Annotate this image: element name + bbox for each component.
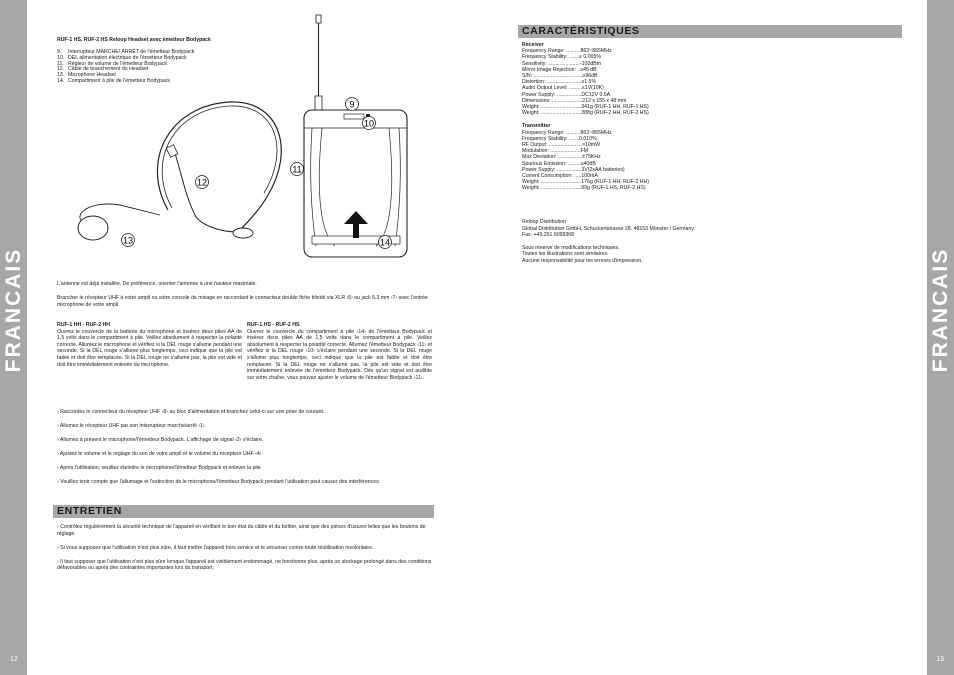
callout-11 — [291, 163, 304, 176]
list-item: › Raccordez le connecteur du récepteur UHF ‹8› au bloc d'alimentation et branchez celui-ci sur une prise de courant. — [57, 409, 325, 415]
spec-row: Weight: ............................388g (RUF-2 HH, RUF-2 HS) — [522, 110, 649, 117]
headset-cable — [174, 150, 238, 232]
right-sidebar — [927, 0, 954, 675]
column-headset-text: Ouvrez le couvercle du compartiment à pile ‹14› de l'émetteur Bodypack et insérez deux piles AA de 1,5 volts dans le compartiment à pile. Veillez absolument à respecter la polarité correcte. Allumez l'émetteur Bodypack ‹11› et vérifiez si la DEL rouge ‹10› s'éclaire pendant une seconde. Si la DEL rouge s'allume plus longtemps, ceci indique que la pile est faible et doit être remplacée. Si la DEL rouge ne s'allume pas, la pile est vide et doit être immédiatement enlevée de l'émetteur Bodypack. Dès qu'un signal est audible sur votre chaîne, vous pouvez ajuster le volume de l'émetteur Bodypack ‹11›. — [247, 328, 432, 381]
legend-item: 9. Interrupteur MARCHE/ ARRÊT de l'émetteur Bodypack — [57, 49, 195, 55]
headset-bodypack-illustration — [60, 10, 420, 260]
callout-12 — [196, 176, 209, 189]
spec-row: S/N: ..................................≥96dB — [522, 73, 598, 80]
bodypack-antenna — [316, 15, 321, 23]
spec-row: Sensitivity: ......................-100dBm — [522, 60, 601, 67]
list-item: › Il faut supposer que l'utilisation n'est plus sûre lorsque l'appareil est visiblement endommagé, ne fonctionne plus, après un stockage prolongé dans des conditions défavorables ou après des contraintes importantes lors du transport. — [57, 558, 432, 571]
spec-row: Frequency Stability: .......0,010% — [522, 135, 597, 142]
legend-item: 11. Régleur de volume de l'émetteur Bodypack — [57, 60, 168, 67]
spec-row: Frequency Range: ..........863~865MHz — [522, 48, 612, 55]
list-item: › Si vous supposez que l'utilisation n'est plus sûre, il faut mettre l'appareil hors service et le sécuriser contre toute réutilisation involontaire. — [57, 544, 374, 551]
spec-row: Audio Output Level: .........≤1V(10K) — [522, 85, 604, 92]
column-handheld-heading: RUF-1 HH - RUF-2 HH — [57, 322, 111, 328]
distribution-block — [522, 219, 694, 265]
microphone-headset — [78, 216, 108, 240]
spec-row: Power Supply: .................DC12V 0.5A — [522, 91, 611, 98]
legend-item: 10. DEL alimentation électrique de l'émetteur Bodypack — [57, 54, 187, 61]
specs-block — [522, 42, 782, 192]
spec-row: Distortion: ........................≤1.5% — [522, 79, 597, 86]
column-headset — [247, 322, 432, 381]
side-title-left: FRANCAIS — [1, 247, 25, 373]
spec-row: Dimensions: .....................212 x 155 x 48 mm — [522, 97, 627, 104]
disclaimer-line: Sous réserve de modifications techniques. — [522, 244, 620, 251]
callout-9 — [346, 98, 359, 111]
spec-row: Frequency Stability: .......≤ 0.005% — [522, 54, 601, 61]
list-item: › Après l'utilisation, veuillez éteindre le microphone/l'émetteur Bodypack et enlever la pile. — [57, 465, 262, 471]
distributor-fax: Fax: +49.251.6099368 — [522, 232, 575, 239]
list-item: › Ajustez le volume et le réglage du son de votre ampli et le volume du récepteur UHF ‹4›. — [57, 451, 263, 457]
intro-antenna: L'antenne est déjà installée. De préférence, orienter l'antenne à une hauteur maximale. — [57, 281, 257, 287]
list-item: › Veuillez tenir compte que l'allumage et l'extinction de le microphone/l'émetteur Bodypack pendant l'utilisation peut causer des interférences. — [57, 479, 381, 485]
callout-10 — [363, 117, 376, 130]
transmitter-title: Transmitter — [522, 123, 551, 130]
list-item: › Allumez à présent le microphone/l'émetteur Bodypack. L'affichage de signal ‹2› s'éclaire. — [57, 437, 264, 443]
spec-row: Current Consumption: .....100mA — [522, 173, 598, 180]
side-title-right: FRANCAIS — [928, 247, 952, 373]
page-number-left: 12 — [10, 656, 18, 663]
legend-item: 12. Câble de branchement du Headset — [57, 66, 149, 73]
column-headset-heading: RUF-1 HS - RUF-2 HS — [247, 322, 300, 328]
column-handheld-text: Ouvrez le couvercle de la batterie du microphone et insérez deux piles AA de 1,5 volts dans le compartiment à pile. Veillez absolument à respecter la polarité correcte. Allumez le microphone et vérifiez si la DEL rouge s'allume pendant une seconde. Si la DEL rouge s'allume plus longtemps, ceci indique que la pile est faible et doit être remplacée. Si la DEL rouge ne s'allume pas, la pile est vide et doit être immédiatement enlevée du microphone. — [57, 328, 242, 368]
operation-steps — [57, 409, 435, 493]
disclaimer-line: Aucune responsabilité pour les erreurs d'impression. — [522, 257, 643, 264]
power-switch — [344, 114, 364, 119]
spec-row: Weight: ............................99g (RUF-1 HS, RUF-2 HS) — [522, 185, 646, 192]
section-heading-entretien: ENTRETIEN — [53, 505, 434, 518]
svg-text:9: 9 — [349, 99, 355, 110]
receiver-title: Receiver — [522, 42, 544, 48]
list-item: › Allumez le récepteur UHF par son interrupteur marche/arrêt ‹1›. — [57, 423, 207, 429]
spec-row: Frequency Range: ..........863~865MHz — [522, 129, 612, 136]
svg-text:11: 11 — [292, 164, 302, 175]
maintenance-list — [57, 524, 435, 579]
legend-item: 13. Microphone Headset — [57, 72, 116, 79]
spec-row: Max Deviation: .................±75KHz — [522, 154, 601, 161]
spec-row: Power Supply: .................3V(2xAA batteries) — [522, 166, 625, 173]
column-handheld — [57, 322, 242, 368]
section-heading-specs: CARACTÉRISTIQUES — [518, 25, 902, 38]
svg-text:13: 13 — [122, 235, 134, 246]
spec-row: RF Output: .......................>10mW — [522, 142, 600, 149]
list-item: › Contrôlez régulièrement la sécurité technique de l'appareil en vérifiant le bon état du câble et du boîtier, ainsi que des pièces d'usures telles que les boutons de réglage. — [57, 524, 426, 537]
svg-text:12: 12 — [196, 177, 208, 188]
callout-13 — [122, 234, 135, 247]
legend-item: 14. Compartiment à pile de l'émetteur Bodypack — [57, 77, 170, 84]
distributor-address: Global Distribution GmbH, Schuckertstrasse 28, 48153 Münster / Germany — [522, 225, 694, 232]
spec-row: Modulation: .....................FM — [522, 148, 589, 155]
callout-14 — [379, 236, 392, 249]
page-number-right: 13 — [936, 656, 944, 663]
intro-connect: Brancher le récepteur UHF à votre ampli ou votre console de mixage en raccordant le connecteur double fiche blindé via XLR ‹6› ou jack 6,3 mm ‹7› avec l'entrée microphone de votre ampli. — [57, 295, 428, 308]
figure-title: RUF-1 HS, RUF-2 HS Reloop Headset avec émetteur Bodypack — [57, 37, 211, 43]
spec-row: Weight: ............................176g (RUF-1 HH, RUF-2 HH) — [522, 179, 650, 186]
spec-row: Mirror Image Rejection: ..≥45 dB — [522, 66, 597, 73]
earpiece — [233, 228, 253, 238]
svg-text:10: 10 — [363, 118, 375, 129]
distributor-name: Reloop Distribution — [522, 219, 566, 225]
spec-row: Spurious Emission: .........≥40dB — [522, 160, 596, 167]
disclaimer-line: Toutes les illustrations sont similaires. — [522, 251, 609, 258]
left-sidebar — [0, 0, 27, 675]
headset-band — [157, 102, 281, 232]
svg-text:14: 14 — [379, 237, 391, 248]
spec-row: Weight: ............................341g (RUF-1 HH, RUF-1 HS) — [522, 104, 649, 111]
